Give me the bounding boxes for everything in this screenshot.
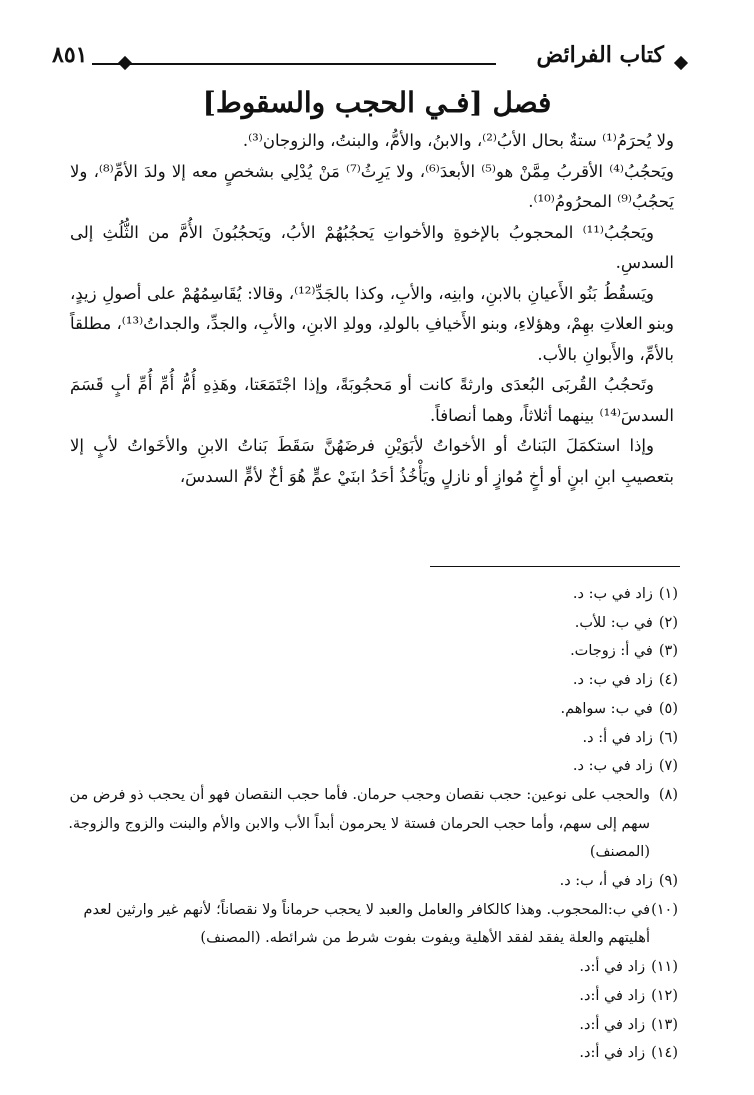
footnote-text: زاد في أ:د. bbox=[579, 959, 646, 976]
footnote-text: في ب: للأب. bbox=[574, 614, 653, 631]
footnote bbox=[40, 867, 678, 896]
diamond-ornament-icon bbox=[118, 56, 132, 70]
footnote-number: (١٣) bbox=[651, 1016, 678, 1033]
footnote bbox=[40, 896, 678, 953]
footnote-number: (٧) bbox=[658, 758, 678, 775]
footnote bbox=[40, 580, 678, 609]
footnote bbox=[40, 982, 678, 1011]
footnote-number: (٣) bbox=[658, 643, 678, 660]
diamond-ornament-icon bbox=[674, 56, 688, 70]
footnote bbox=[40, 781, 678, 867]
footnote-text: زاد في ب: د. bbox=[572, 586, 653, 602]
footnote bbox=[40, 1039, 678, 1068]
footnote-text: زاد في أ: د. bbox=[582, 729, 653, 746]
footnote bbox=[40, 637, 678, 666]
footnote bbox=[40, 1011, 678, 1040]
footnote-number: (١٢) bbox=[651, 987, 678, 1004]
footnote-number: (١٤) bbox=[651, 1045, 678, 1062]
footnote-number: (١٠) bbox=[651, 901, 678, 918]
footnote-text: زاد في أ، ب: د. bbox=[559, 873, 653, 890]
footnote-text: زاد في ب: د. bbox=[572, 758, 653, 775]
footnote bbox=[40, 953, 678, 982]
footnote bbox=[40, 724, 678, 753]
footnote-text: زاد في أ:د. bbox=[579, 1016, 646, 1033]
footnote bbox=[40, 752, 678, 781]
paragraph: ويَسقُطُ بَنُو الأَعيانِ بالابنِ، وابنِه، والأبِ، وكذا بالجَدِّ⁽¹²⁾، وقالا: يُقَاسِمُهُمْ على أصولِ زيدٍ، وبنو العلاتِ بهِمْ، وهؤلاءِ، وبنو الأَخيافِ بالولدِ، وولدِ الابنِ، والأبِ، والجدِّ، والجداتُ⁽¹³⁾، مطلقاً بالأمِّ، والأَبوانِ بالأب. bbox=[70, 283, 674, 364]
main-text bbox=[70, 126, 674, 492]
footnote-text: زاد في ب: د. bbox=[572, 672, 653, 689]
book-title: كتاب الفرائض bbox=[536, 42, 664, 68]
paragraph: ويَحجُبُ⁽⁴⁾ الأقربُ مِمَّنْ هو⁽⁵⁾ الأبعدَ⁽⁶⁾، ولا يَرِثُ⁽⁷⁾ مَنْ يُدْلِي بشخصٍ معه إلا ولدَ الأمِّ⁽⁸⁾، ولا يَحجُبُ⁽⁹⁾ المحرُومُ⁽¹⁰⁾. bbox=[70, 161, 675, 211]
paragraph: ويَحجُبُ⁽¹¹⁾ المحجوبُ بالإخوةِ والأخواتِ يَحجُبُهُمْ الأبُ، ويَحجُبُونَ الأُمَّ من الثُّلُثِ إلى السدسِ. bbox=[70, 222, 674, 272]
footnote bbox=[40, 609, 678, 638]
footnote bbox=[40, 695, 678, 724]
footnote-number: (١١) bbox=[651, 959, 678, 976]
footnote bbox=[40, 666, 678, 695]
footnote-number: (٢) bbox=[658, 614, 678, 631]
footnote-number: (٥) bbox=[658, 700, 678, 717]
footnote-text: في ب:المحجوب. وهذا كالكافر والعامل والعبد لا يحجب حرماناً ولا نقصاناً؛ لأنهم غير وارثين لعدم أهليتهم والعلة يفقد لفقد الأهلية ويفوت بفوت شرط من شرائطه. (المصنف) bbox=[83, 901, 650, 947]
footnote-text: زاد في أ:د. bbox=[579, 1045, 646, 1062]
footnotes bbox=[40, 580, 678, 1068]
footnote-number: (٨) bbox=[658, 786, 678, 803]
footnote-text: زاد في أ:د. bbox=[579, 987, 646, 1004]
paragraph: وتَحجُبُ القُربَى البُعدَى وارثةً كانت أو مَحجُوبَةً، وإذا اجْتَمَعَتا، وهَذِهِ أُمُّ أُمِّ أُمِّ أبٍ قَسَمَ السدسَ⁽¹⁴⁾ بينهما أثلاثاً، وهما أنصافاً. bbox=[70, 375, 674, 425]
footnote-text: والحجب على نوعين: حجب نقصان وحجب حرمان. فأما حجب النقصان فهو أن يحجب ذو فرض من سهم إلى سهم، وأما حجب الحرمان فستة لا يحرمون أبداً الأب والابن والأم والبنت والزوج والزوجة. (المصنف) bbox=[68, 786, 650, 861]
section-title: فصل [فـي الحجب والسقوط] bbox=[202, 86, 552, 119]
footnote-number: (١) bbox=[658, 586, 678, 602]
header-rule bbox=[92, 63, 496, 65]
footnote-separator bbox=[430, 566, 680, 567]
paragraph: وإذا استكمَلَ البَناتُ أو الأخواتُ لأبَوَيْنِ فرضَهُنَّ سَقَطَ بَناتُ الابنِ والأخَواتُ لأبٍ إلا بتعصيبِ ابنِ ابنٍ أو أخٍ مُوازٍ أو نازلٍ ويَأْخُذُ أحَدُ ابنَيْ عمٍّ هُوَ أخٌ لأمٍّ السدسَ، bbox=[70, 436, 674, 486]
footnote-number: (٩) bbox=[658, 873, 678, 890]
footnote-number: (٤) bbox=[658, 672, 678, 689]
footnote-number: (٦) bbox=[658, 729, 678, 746]
footnote-text: في أ: زوجات. bbox=[570, 643, 653, 660]
footnote-text: في ب: سواهم. bbox=[560, 700, 653, 717]
paragraph: ولا يُحرَمُ⁽¹⁾ ستةٌ بحال الأبُ⁽²⁾، والابنُ، والأمُّ، والبنتُ، والزوجان⁽³⁾. bbox=[242, 131, 674, 150]
page-number: ٨٥١ bbox=[52, 42, 88, 68]
running-header bbox=[52, 40, 692, 80]
